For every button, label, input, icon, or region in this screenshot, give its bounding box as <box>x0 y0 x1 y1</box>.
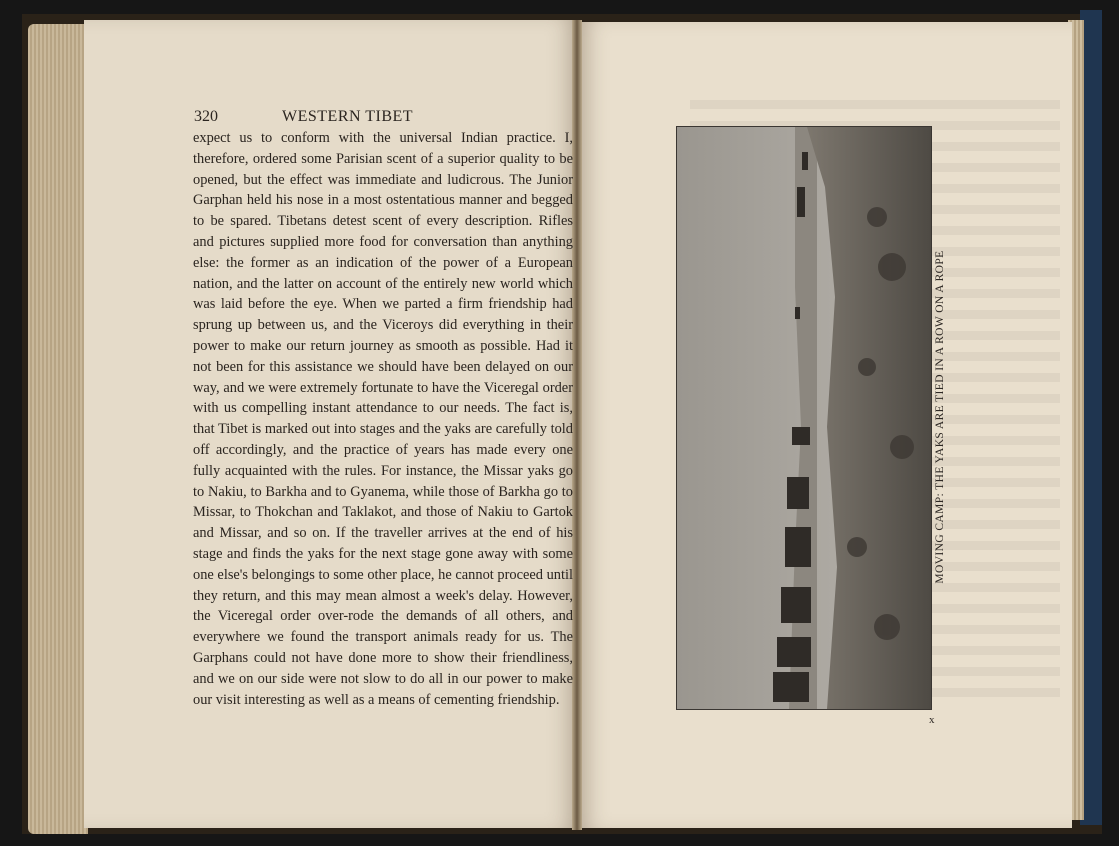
page-number: 320 <box>194 108 218 125</box>
plate-caption-area <box>934 126 954 708</box>
running-title: WESTERN TIBET <box>282 108 414 125</box>
left-page-edges <box>28 24 88 834</box>
photo-plate-moving-camp <box>676 126 932 710</box>
running-head <box>194 108 574 128</box>
body-text: expect us to conform with the universal Indian practice. I, therefore, ordered some Parisian scent of a superior quality to be opened, but the effect was immediate and ludicrous. The Junior Garphan held his nose in a most ostentatious manner and begged to be spared. Tibetans detest scent of every description. Rifles and pictures supplied more food for conversation than anything else: the former as an indication of the power of a European nation, and the latter on account of the entirely new world which was laid before the eye. When we parted a firm friendship had sprung up between us, and the Viceroys did everything in their power to make our return journey as smooth as possible. Had it not been for this assistance we should have been delayed on our way, and we were extremely fortunate to have the Viceregal order with us compelling instant attendance to our needs. The fact is, that Tibet is marked out into stages and the yaks are carefully told off accordingly, and the practice of years has made every one fully acquainted with the rules. For instance, the Missar yaks go to Nakiu, to Barkha and to Gyanema, while those of Barkha go to Missar, to Thokchan and Taklakot, and those of Nakiu to Gartok and Missar, and so on. If the traveller arrives at the end of his stage and finds the yaks for the next stage gone away with some one else's belongings to some other place, he cannot proceed until they return, and this may mean almost a week's delay. However, the Viceregal order over-rode the demands of all others, and everywhere we found the transport animals ready for us. The Garphans could not have done more to show their friendliness, and we on our side were not slow to do all in our power to make our visit interesting as well as a means of cementing friendship. <box>193 130 573 708</box>
plate-photograph <box>677 127 931 709</box>
plate-number: x <box>929 714 935 726</box>
plate-caption: MOVING CAMP: THE YAKS ARE TIED IN A ROW ON A ROPE <box>934 250 946 584</box>
book-gutter <box>572 20 582 830</box>
